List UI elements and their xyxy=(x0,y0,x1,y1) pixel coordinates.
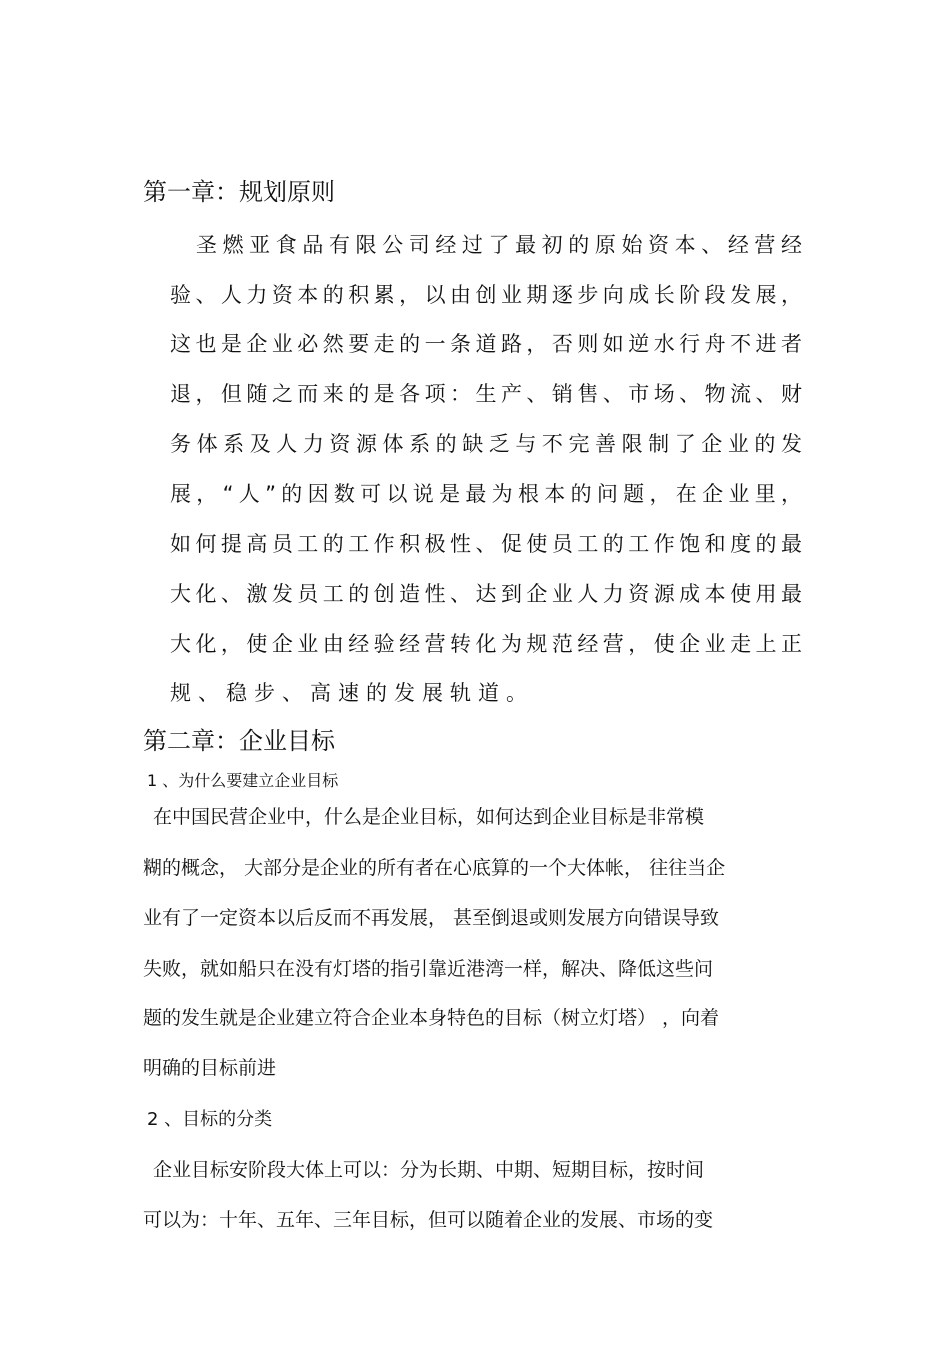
body-line: 务体系及人力资源体系的缺乏与不完善限制了企业的发 xyxy=(170,432,802,456)
body-line: 圣燃亚食品有限公司经过了最初的原始资本、经营经 xyxy=(196,233,802,257)
body-line: 验、人力资本的积累，以由创业期逐步向成长阶段发展， xyxy=(170,283,802,307)
body-line: 这也是企业必然要走的一条道路，否则如逆水行舟不进者 xyxy=(170,332,802,356)
body-line: 明确的目标前进 xyxy=(143,1057,277,1079)
body-line: 企业目标安阶段大体上可以：分为长期、中期、短期目标，按时间 xyxy=(153,1159,705,1181)
body-line: 展，“人”的因数可以说是最为根本的问题，在企业里， xyxy=(170,482,802,506)
body-line: 退，但随之而来的是各项：生产、销售、市场、物流、财 xyxy=(170,382,802,406)
section-1-heading: 1 、为什么要建立企业目标 xyxy=(147,771,339,790)
chapter-1-title: 第一章：规划原则 xyxy=(143,178,335,206)
body-line: 大化，使企业由经验经营转化为规范经营，使企业走上正 xyxy=(170,632,802,656)
chapter-2-title: 第二章：企业目标 xyxy=(143,727,335,755)
body-line: 在中国民营企业中，什么是企业目标，如何达到企业目标是非常模 xyxy=(153,806,705,828)
body-line: 大化、激发员工的创造性、达到企业人力资源成本使用最 xyxy=(170,582,802,606)
body-line: 业有了一定资本以后反而不再发展， 甚至倒退或则发展方向错误导致 xyxy=(143,907,720,929)
body-line: 糊的概念， 大部分是企业的所有者在心底算的一个大体帐， 往往当企 xyxy=(143,857,726,879)
section-2-heading: 2 、目标的分类 xyxy=(147,1109,273,1130)
body-line: 可以为：十年、五年、三年目标，但可以随着企业的发展、市场的变 xyxy=(143,1209,714,1231)
body-line: 题的发生就是企业建立符合企业本身特色的目标（树立灯塔） ，向着 xyxy=(143,1007,720,1029)
body-line: 如何提高员工的工作积极性、促使员工的工作饱和度的最 xyxy=(170,532,802,556)
body-line: 失败，就如船只在没有灯塔的指引靠近港湾一样，解决、降低这些问 xyxy=(143,958,714,980)
body-line: 规、稳步、高速的发展轨道。 xyxy=(170,681,534,705)
